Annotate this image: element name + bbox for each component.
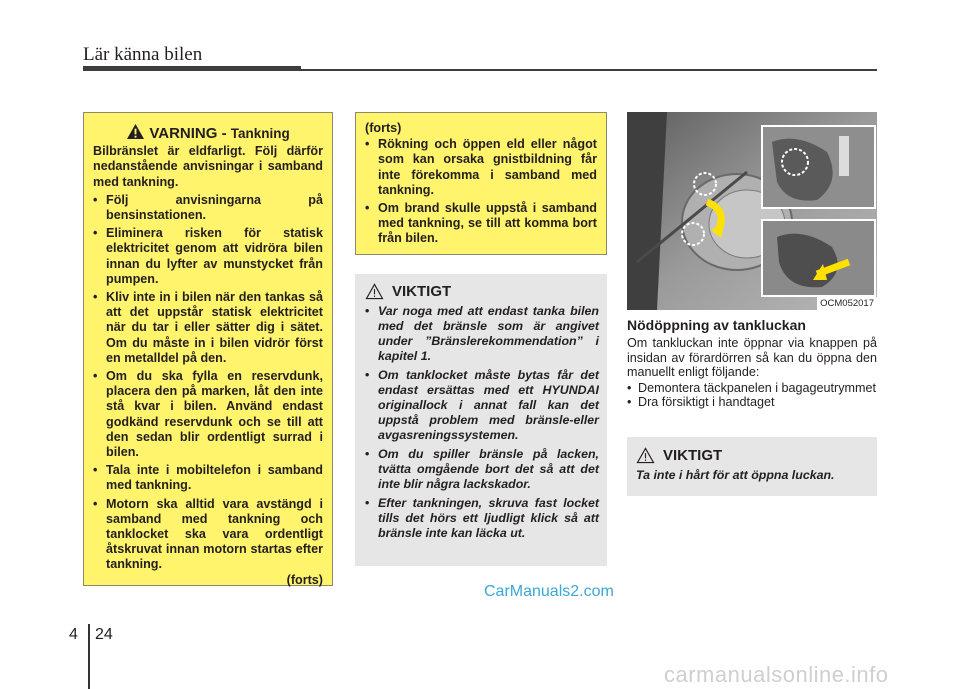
chapter-number: 4 (69, 626, 78, 643)
notice-2-title-text: VIKTIGT (663, 447, 723, 464)
watermark-link[interactable]: CarManuals2.com (484, 583, 614, 600)
warning-list (93, 193, 323, 573)
section-heading: Nödöppning av tankluckan (627, 317, 806, 333)
list-item: • Om du ska fylla en reservdunk, placera den på marken, låt den inte stå kvar i bilen. Använd endast godkänd reservdunk och se till att den sedan blir ordentligt surrad i bilen. (93, 369, 323, 460)
list-item: • Tala inte i mobiltelefon i samband med tankning. (93, 463, 323, 493)
notice-list (365, 304, 599, 541)
list-item: • Motorn ska alltid vara avstängd i samband med tankning och tanklocket ska vara ordentligt åtskruvat innan motorn startas efter tankning. (93, 497, 323, 573)
watermark-text: carmanualsonline.info (664, 662, 889, 687)
list-item: • Om tanklocket måste bytas får det endast ersättas med ett HYUNDAI originallock i annat fall kan det uppstå problem med bränsle-eller avgasreningssystemen. (365, 368, 599, 443)
notice-box (355, 274, 607, 566)
list-item: • Eliminera risken för statisk elektricitet genom att vidröra bilen innan du lyfter av munstycket från pumpen. (93, 226, 323, 287)
list-item: • Rökning och öppen eld eller något som kan orsaka gnistbildning får inte förekomma i samband med tankning. (365, 137, 597, 198)
caution-triangle-icon (636, 447, 655, 464)
list-item: • Om brand skulle uppstå i samband med tankning, se till att komma bort från bilen. (365, 201, 597, 247)
photo-caption: OCM052017 (817, 297, 877, 310)
list-item: • Följ anvisningarna på bensinstationen. (93, 193, 323, 223)
chapter-title: Lär känna bilen (83, 44, 203, 65)
list-item: • Dra försiktigt i handtaget (627, 395, 877, 410)
continued-label: (forts) (286, 572, 323, 587)
list-item: • Efter tankningen, skruva fast locket tills det hörs ett ljudligt klick så att bränsle inte kan läcka ut. (365, 496, 599, 541)
fuel-door-illustration (627, 112, 877, 310)
warning-box-continued (355, 112, 607, 255)
warning-title-sep: - (217, 125, 231, 142)
section-intro: Om tankluckan inte öppnar via knappen på insidan av förardörren så kan du öppna den manuellt enligt följande: (627, 336, 877, 380)
page-number: 24 (95, 626, 113, 643)
notice-title-text: VIKTIGT (392, 283, 452, 300)
section-steps (627, 381, 877, 410)
list-item: • Kliv inte in i bilen när den tankas så att det uppstår statisk elektricitet när du tar i eller sätter dig i sätet. Om du måste in i bilen vidrör först en metalldel på den. (93, 290, 323, 366)
warning-box (83, 112, 333, 586)
caution-triangle-icon (365, 283, 384, 300)
warning-cont-list (365, 137, 597, 246)
notice-title (365, 283, 599, 300)
list-item: • Var noga med att endast tanka bilen med det bränsle som är angivet under ”Bränslerekommendation” i kapitel 1. (365, 304, 599, 364)
fuel-door-photo (627, 112, 877, 310)
continued-header: (forts) (365, 121, 402, 135)
list-item: • Om du spiller bränsle på lacken, tvätta omgående bort det så att det inte blir några lackskador. (365, 447, 599, 492)
notice-2-text: Ta inte i hårt för att öppna luckan. (636, 468, 835, 482)
header-rule-thick (83, 66, 301, 71)
warning-title-prefix: VARNING (149, 125, 218, 142)
notice-box-2 (627, 437, 877, 496)
warning-triangle-icon (126, 123, 145, 140)
warning-intro: Bilbränslet är eldfarligt. Följ därför nedanstående anvisningar i samband med tankning. (93, 144, 323, 189)
header-rule-thin (301, 69, 877, 71)
notice-2-title (636, 447, 868, 464)
section-body (627, 336, 877, 410)
warning-title-suffix: Tankning (230, 126, 290, 141)
warning-title (93, 123, 323, 141)
list-item: • Demontera täckpanelen i bagageutrymmet (627, 381, 877, 396)
footer-divider (88, 624, 90, 689)
